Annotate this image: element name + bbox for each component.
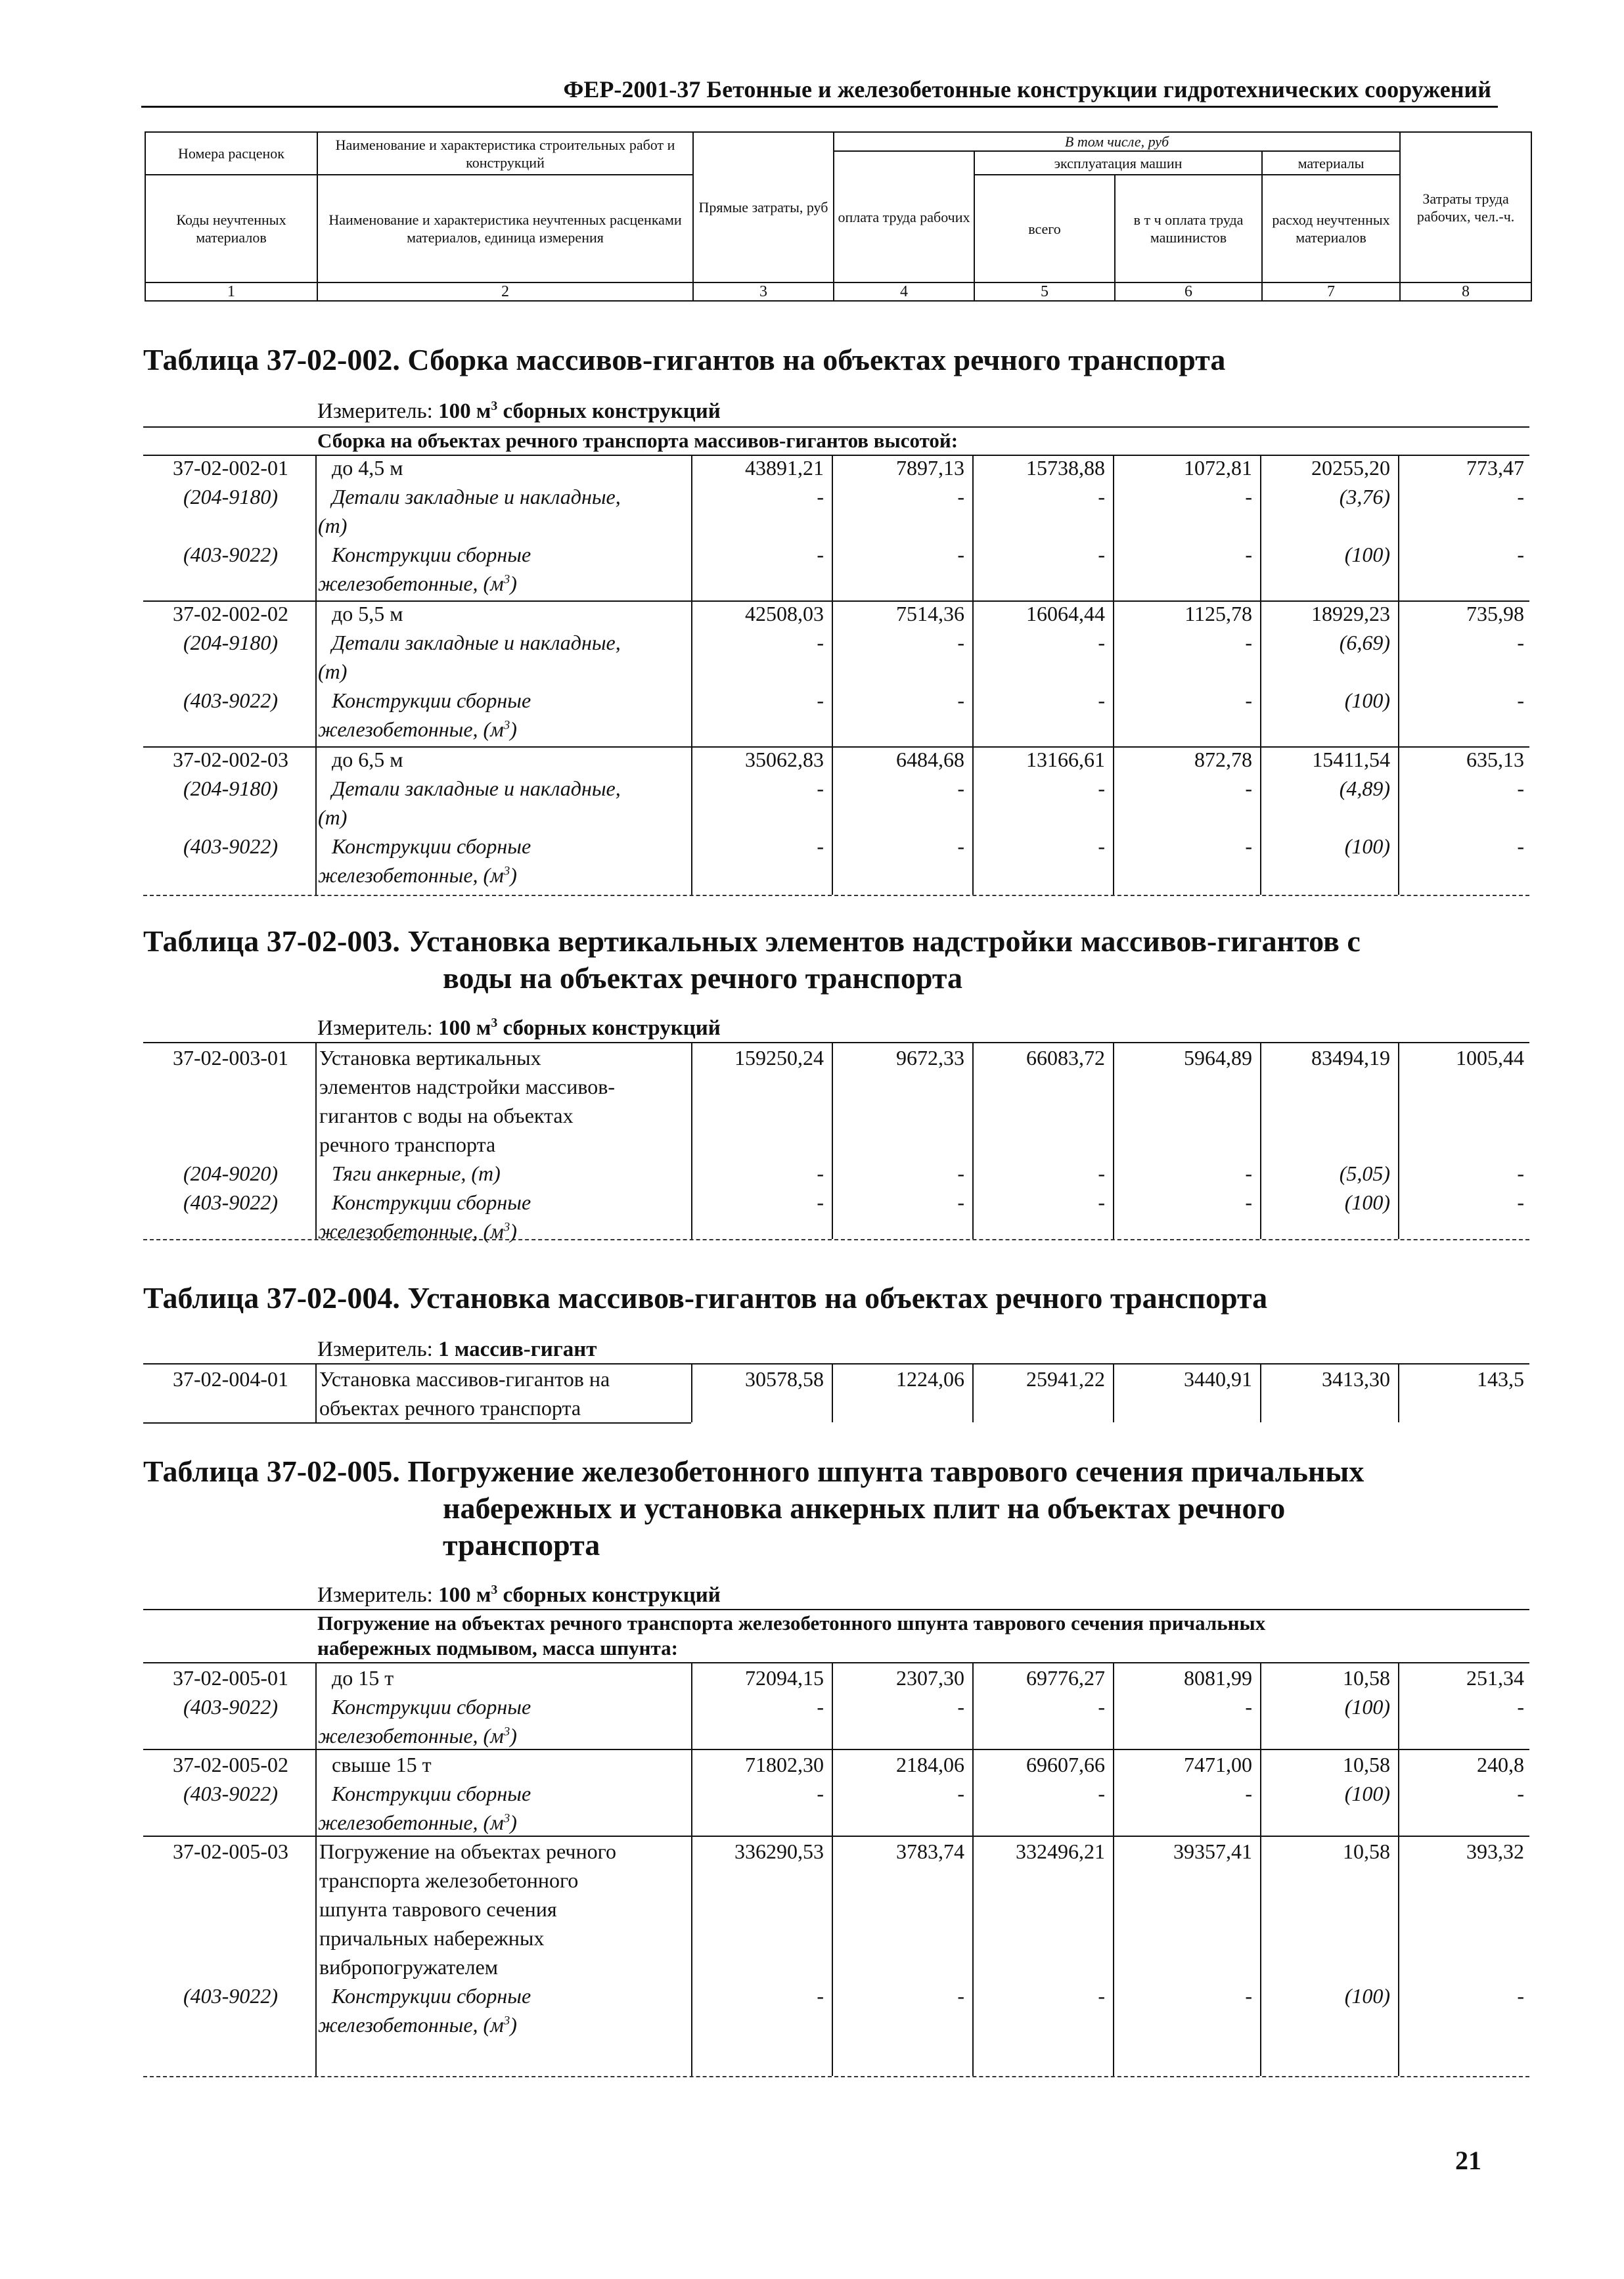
meter-line: Измеритель: 100 $м^3$ сборных конструкций — [317, 1583, 721, 1607]
material-qty: (4,89) — [1339, 777, 1390, 800]
material-name: Детали закладные и накладные, — [332, 485, 621, 508]
subheading: Сборка на объектах речного транспорта массивов-гигантов высотой: — [317, 429, 959, 452]
dash: - — [1245, 1984, 1252, 2008]
dash: - — [1517, 485, 1524, 508]
direct-cost: 71802,30 — [745, 1753, 824, 1776]
machine-total: 69776,27 — [1026, 1666, 1105, 1690]
dash: - — [817, 1695, 824, 1719]
materials-header: материалы — [1262, 151, 1400, 175]
material-qty: (6,69) — [1339, 631, 1390, 654]
material-name: Конструкции сборные — [332, 1190, 531, 1214]
material-unit: железобетонные, $(м^3)$ — [318, 863, 517, 887]
meter-line: Измеритель: 100 $м^3$ сборных конструкций — [317, 1016, 721, 1040]
dash: - — [1517, 631, 1524, 654]
material-code: (403-9022) — [183, 834, 278, 858]
materials-cost: 20255,20 — [1311, 456, 1390, 480]
material-code: (204-9180) — [183, 485, 278, 508]
machinist-pay: 872,78 — [1194, 748, 1252, 771]
work-name: до 15 т — [332, 1666, 394, 1690]
dash: - — [817, 777, 824, 800]
material-name: Конструкции сборные — [332, 834, 531, 858]
material-unit: (т) — [318, 660, 348, 683]
materials-cost: 10,58 — [1343, 1666, 1390, 1690]
machine-total: 332496,21 — [1016, 1839, 1105, 1863]
labor-hours: 635,13 — [1466, 748, 1524, 771]
machinist-pay: 7471,00 — [1184, 1753, 1252, 1776]
machine-total: 66083,72 — [1026, 1046, 1105, 1070]
col-2-bottom: Наименование и характеристика неучтенных расценками материалов, единица измерения — [317, 175, 693, 282]
material-unit: железобетонные, $(м^3)$ — [318, 1724, 517, 1748]
material-qty: (100) — [1344, 1190, 1390, 1214]
material-code: (204-9180) — [183, 631, 278, 654]
dash: - — [957, 1782, 964, 1805]
col-8: Затраты труда рабочих, чел.-ч. — [1400, 132, 1531, 282]
machinist-pay: 5964,89 — [1184, 1046, 1252, 1070]
dash: - — [957, 1695, 964, 1719]
material-name: Детали закладные и накладные, — [332, 777, 621, 800]
rate-code: 37-02-003-01 — [173, 1046, 288, 1070]
material-unit: (т) — [318, 805, 348, 829]
labor-pay: 7897,13 — [896, 456, 964, 480]
labor-hours: 735,98 — [1466, 602, 1524, 625]
dash: - — [1517, 834, 1524, 858]
col-6: в т ч оплата труда машинистов — [1115, 175, 1262, 282]
exploit-header: эксплуатация машин — [974, 151, 1262, 175]
material-unit: железобетонные, $(м^3)$ — [318, 1219, 517, 1243]
labor-pay: 6484,68 — [896, 748, 964, 771]
dash: - — [1517, 1782, 1524, 1805]
work-name: до 4,5 м — [332, 456, 403, 480]
work-name-line: транспорта железобетонного — [319, 1868, 579, 1892]
material-code: (403-9022) — [183, 1782, 278, 1805]
direct-cost: 35062,83 — [745, 748, 824, 771]
labor-pay: 2184,06 — [896, 1753, 964, 1776]
col-number: 7 — [1262, 282, 1400, 301]
dash: - — [1098, 777, 1105, 800]
column-header-table — [145, 131, 1532, 302]
work-name-line: Установка массивов-гигантов на — [319, 1367, 610, 1391]
col-5: всего — [974, 175, 1115, 282]
material-name: Детали закладные и накладные, — [332, 631, 621, 654]
direct-cost: 72094,15 — [745, 1666, 824, 1690]
material-name: Конструкции сборные — [332, 543, 531, 566]
work-name-line: речного транспорта — [319, 1133, 496, 1156]
col-3: Прямые затраты, руб — [693, 132, 834, 282]
dash: - — [957, 543, 964, 566]
dash: - — [817, 631, 824, 654]
work-name: до 6,5 м — [332, 748, 403, 771]
material-code: (403-9022) — [183, 1695, 278, 1719]
meter-unit: сборных конструкций — [503, 399, 721, 423]
machinist-pay: 1072,81 — [1184, 456, 1252, 480]
machine-total: 25941,22 — [1026, 1367, 1105, 1391]
col-4: оплата труда рабочих — [834, 151, 974, 282]
dash: - — [1245, 485, 1252, 508]
rate-code: 37-02-002-03 — [173, 748, 288, 771]
direct-cost: 336290,53 — [734, 1839, 824, 1863]
dash: - — [1098, 834, 1105, 858]
material-unit: железобетонные, $(м^3)$ — [318, 2013, 517, 2037]
col-7: расход неучтенных материалов — [1262, 175, 1400, 282]
material-code: (204-9180) — [183, 777, 278, 800]
machinist-pay: 1125,78 — [1184, 602, 1252, 625]
labor-hours: 393,32 — [1466, 1839, 1524, 1863]
dash: - — [957, 688, 964, 712]
dash: - — [957, 1162, 964, 1185]
labor-pay: 7514,36 — [896, 602, 964, 625]
material-qty: (100) — [1344, 688, 1390, 712]
col-number: 1 — [145, 282, 317, 301]
dash: - — [817, 1190, 824, 1214]
dash: - — [1098, 1162, 1105, 1185]
work-name-line: вибропогружателем — [319, 1955, 499, 1979]
dash: - — [1517, 543, 1524, 566]
dash: - — [817, 1782, 824, 1805]
direct-cost: 43891,21 — [745, 456, 824, 480]
dash: - — [1098, 631, 1105, 654]
material-name: Тяги анкерные, (т) — [332, 1162, 501, 1185]
material-name: Конструкции сборные — [332, 1695, 531, 1719]
material-name: Конструкции сборные — [332, 1984, 531, 2008]
rate-code: 37-02-002-01 — [173, 456, 288, 480]
material-unit: железобетонные, $(м^3)$ — [318, 572, 517, 595]
meter-value: 100 м — [438, 399, 491, 423]
work-name-line: объектах речного транспорта — [319, 1396, 581, 1420]
labor-hours: 773,47 — [1466, 456, 1524, 480]
machinist-pay: 8081,99 — [1184, 1666, 1252, 1690]
dash: - — [1098, 485, 1105, 508]
col-number: 3 — [693, 282, 834, 301]
section-title: Таблица 37-02-003. Установка вертикальных элементов надстройки массивов-гигантов с воды на объектах речного транспорта — [143, 924, 1361, 995]
work-name-line: причальных набережных — [319, 1926, 545, 1950]
dash: - — [957, 1984, 964, 2008]
material-name: Конструкции сборные — [332, 1782, 531, 1805]
labor-hours: 1005,44 — [1456, 1046, 1524, 1070]
rate-code: 37-02-005-02 — [173, 1753, 288, 1776]
dash: - — [817, 543, 824, 566]
materials-cost: 15411,54 — [1312, 748, 1390, 771]
dash: - — [957, 485, 964, 508]
work-name: свыше 15 т — [332, 1753, 432, 1776]
dash: - — [957, 1190, 964, 1214]
dash: - — [1517, 1984, 1524, 2008]
machine-total: 15738,88 — [1026, 456, 1105, 480]
direct-cost: 159250,24 — [734, 1046, 824, 1070]
machine-total: 13166,61 — [1026, 748, 1105, 771]
dash: - — [1517, 1190, 1524, 1214]
dash: - — [817, 834, 824, 858]
material-qty: (3,76) — [1339, 485, 1390, 508]
labor-pay: 2307,30 — [896, 1666, 964, 1690]
dash: - — [957, 834, 964, 858]
dash: - — [1517, 777, 1524, 800]
dash: - — [817, 1162, 824, 1185]
labor-pay: 9672,33 — [896, 1046, 964, 1070]
material-code: (403-9022) — [183, 543, 278, 566]
dash: - — [1517, 688, 1524, 712]
running-title: ФЕР-2001-37 Бетонные и железобетонные конструкции гидротехнических сооружений — [141, 74, 1498, 108]
subheading: Погружение на объектах речного транспорта железобетонного шпунта таврового сечения причальных набережных подмывом, масса шпунта: — [317, 1612, 1266, 1659]
dash: - — [1098, 688, 1105, 712]
material-qty: (5,05) — [1339, 1162, 1390, 1185]
meter-label: Измеритель: — [317, 399, 433, 423]
rate-code: 37-02-002-02 — [173, 602, 288, 625]
machinist-pay: 3440,91 — [1184, 1367, 1252, 1391]
meter-sup: 3 — [491, 399, 498, 413]
materials-cost: 10,58 — [1343, 1753, 1390, 1776]
col-number: 4 — [834, 282, 974, 301]
col-number: 6 — [1115, 282, 1262, 301]
dash: - — [1098, 1695, 1105, 1719]
work-name: до 5,5 м — [332, 602, 403, 625]
dash: - — [1245, 1782, 1252, 1805]
machine-total: 16064,44 — [1026, 602, 1105, 625]
col-1-top: Номера расценок — [145, 132, 317, 175]
labor-hours: 251,34 — [1466, 1666, 1524, 1690]
material-code: (204-9020) — [183, 1162, 278, 1185]
rate-code: 37-02-005-03 — [173, 1839, 288, 1863]
work-name-line: Установка вертикальных — [319, 1046, 541, 1070]
material-qty: (100) — [1344, 1984, 1390, 2008]
materials-cost: 10,58 — [1343, 1839, 1390, 1863]
col-2-top: Наименование и характеристика строительных работ и конструкций — [317, 132, 693, 175]
col-number: 5 — [974, 282, 1115, 301]
labor-pay: 1224,06 — [896, 1367, 964, 1391]
col-1-bottom: Коды неучтенных материалов — [145, 175, 317, 282]
labor-hours: 143,5 — [1477, 1367, 1524, 1391]
dash: - — [817, 1984, 824, 2008]
section-title: Таблица 37-02-002. Сборка массивов-гигантов на объектах речного транспорта — [143, 343, 1226, 376]
dash: - — [1245, 777, 1252, 800]
section-title: Таблица 37-02-004. Установка массивов-гигантов на объектах речного транспорта — [143, 1281, 1268, 1315]
material-code: (403-9022) — [183, 688, 278, 712]
dash: - — [1517, 1162, 1524, 1185]
dash: - — [1245, 631, 1252, 654]
meter-line: Измеритель: 1 массив-гигант — [317, 1338, 597, 1361]
group-header: В том числе, руб — [834, 132, 1400, 151]
dash: - — [1245, 1162, 1252, 1185]
machinist-pay: 39357,41 — [1173, 1839, 1252, 1863]
col-number: 8 — [1400, 282, 1531, 301]
col-number: 2 — [317, 282, 693, 301]
material-qty: (100) — [1344, 834, 1390, 858]
dash: - — [957, 631, 964, 654]
section-title: Таблица 37-02-005. Погружение железобетонного шпунта таврового сечения причальных набережных и установка анкерных плит на объектах речного транспорта — [143, 1455, 1365, 1562]
dash: - — [1245, 543, 1252, 566]
material-qty: (100) — [1344, 1782, 1390, 1805]
work-name-line: шпунта таврового сечения — [319, 1897, 557, 1921]
work-name-line: элементов надстройки массивов- — [319, 1075, 615, 1098]
dash: - — [1245, 688, 1252, 712]
material-unit: железобетонные, $(м^3)$ — [318, 1811, 517, 1834]
rate-code: 37-02-005-01 — [173, 1666, 288, 1690]
direct-cost: 30578,58 — [745, 1367, 824, 1391]
materials-cost: 83494,19 — [1311, 1046, 1390, 1070]
machine-total: 69607,66 — [1026, 1753, 1105, 1776]
material-unit: (т) — [318, 514, 348, 537]
labor-hours: 240,8 — [1477, 1753, 1524, 1776]
meter-line — [317, 398, 721, 424]
dash: - — [1517, 1695, 1524, 1719]
work-name-line: гигантов с воды на объектах — [319, 1104, 574, 1127]
material-code: (403-9022) — [183, 1984, 278, 2008]
dash: - — [1098, 1782, 1105, 1805]
material-unit: железобетонные, $(м^3)$ — [318, 717, 517, 741]
direct-cost: 42508,03 — [745, 602, 824, 625]
dash: - — [817, 688, 824, 712]
labor-pay: 3783,74 — [896, 1839, 964, 1863]
rate-code: 37-02-004-01 — [173, 1367, 288, 1391]
material-qty: (100) — [1344, 1695, 1390, 1719]
materials-cost: 18929,23 — [1311, 602, 1390, 625]
dash: - — [1245, 834, 1252, 858]
dash: - — [1098, 1984, 1105, 2008]
page-number: 21 — [1455, 2146, 1481, 2175]
dash: - — [1098, 543, 1105, 566]
work-name-line: Погружение на объектах речного — [319, 1839, 616, 1863]
dash: - — [1245, 1695, 1252, 1719]
dash: - — [817, 485, 824, 508]
dash: - — [957, 777, 964, 800]
material-code: (403-9022) — [183, 1190, 278, 1214]
materials-cost: 3413,30 — [1322, 1367, 1390, 1391]
dash: - — [1245, 1190, 1252, 1214]
material-name: Конструкции сборные — [332, 688, 531, 712]
material-qty: (100) — [1344, 543, 1390, 566]
dash: - — [1098, 1190, 1105, 1214]
